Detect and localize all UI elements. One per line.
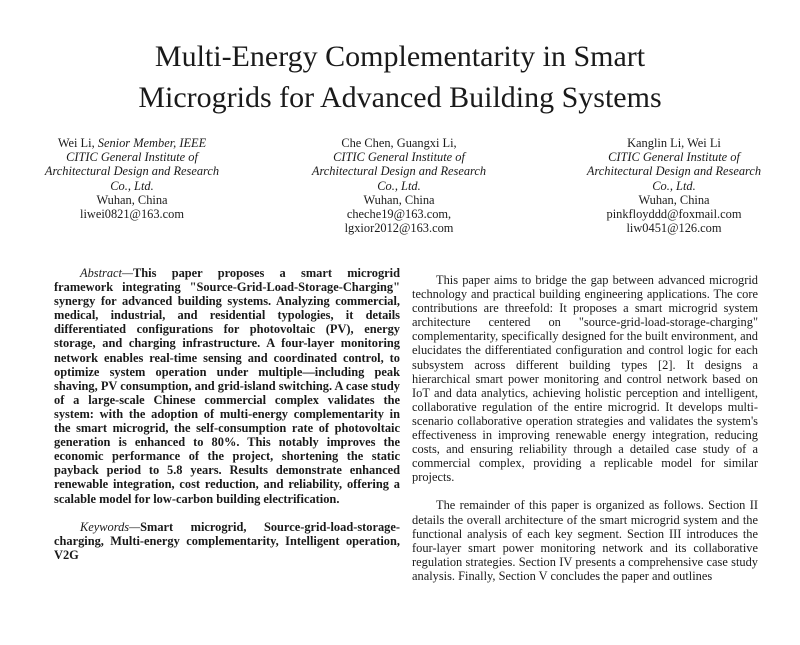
author-affiliation: Architectural Design and Research bbox=[311, 164, 487, 179]
author-affiliation: Architectural Design and Research bbox=[586, 164, 762, 179]
keywords bbox=[54, 520, 400, 562]
author-name: Wei Li, bbox=[57, 136, 95, 150]
title-line-1: Multi-Energy Complementarity in Smart bbox=[154, 40, 646, 73]
author-affiliation: Co., Ltd. bbox=[652, 178, 696, 193]
keywords-text: Smart microgrid, Source-grid-load-storage-charging, Multi-energy complementarity, Intelligent operation, V2G bbox=[54, 519, 400, 562]
right-column bbox=[412, 273, 758, 583]
author-affiliation: CITIC General Institute of bbox=[66, 150, 198, 165]
abstract-lead: Abstract— bbox=[80, 266, 134, 280]
author-email: lgxior2012@163.com bbox=[344, 221, 454, 236]
author-city: Wuhan, China bbox=[363, 192, 435, 207]
author-affiliation: Co., Ltd. bbox=[110, 178, 154, 193]
author-email: cheche19@163.com, bbox=[346, 207, 452, 222]
author-affiliation: Co., Ltd. bbox=[377, 178, 421, 193]
author-email: pinkfloyddd@foxmail.com bbox=[606, 207, 742, 222]
body-paragraph-2: The remainder of this paper is organized as follows. Section II details the overall architecture of the smart microgrid system and the functional analysis of each key segment. Section III introduces the four-layer smart power monitoring network and its collaborative regulation strategies. Section IV presents a comprehensive case study analysis. Finally, Section V concludes the paper and outlines bbox=[412, 498, 758, 583]
author-1 bbox=[17, 136, 247, 221]
author-role: Senior Member, IEEE bbox=[97, 136, 207, 150]
author-2 bbox=[284, 136, 514, 235]
abstract bbox=[54, 266, 400, 506]
keywords-lead: Keywords— bbox=[80, 519, 141, 534]
author-name: Che Chen, Guangxi Li, bbox=[341, 136, 457, 150]
body-paragraph-1: This paper aims to bridge the gap between advanced microgrid technology and practical building engineering applications. The core contributions are threefold: It proposes a smart microgrid system architecture centered on "source-grid-load-storage-charging" complementarity, specifically designed for the built environment, and elucidates the differentiated configuration and control logic for each subsystem across different building types [2]. It designs a hierarchical smart power monitoring and control network based on IoT and data analytics, achieving holistic perception and intelligent, collaborative regulation of the entire microgrid. It develops multi-scenario collaborative operation strategies and validates the system's effectiveness in improving renewable energy integration, reducing costs, and ensuring reliability through a detailed case study of a commercial complex, providing a replicable model for similar projects. bbox=[412, 273, 758, 485]
left-column bbox=[54, 266, 400, 562]
author-block bbox=[0, 136, 800, 246]
author-affiliation: Architectural Design and Research bbox=[44, 164, 220, 179]
author-email: liw0451@126.com bbox=[626, 221, 722, 236]
abstract-text: This paper proposes a smart microgrid framework integrating "Source-Grid-Load-Storage-Charging" synergy for advanced building systems. Analyzing commercial, medical, industrial, and residential typologies, it details differentiated configurations for photovoltaic (PV), energy storage, and charging infrastructure. A four-layer monitoring network enables real-time sensing and coordinated control, to optimize system operation under multiple—including peak shaving, PV consumption, and grid-island switching. A case study of a large-scale Chinese commercial complex validates the system: with the adoption of multi-energy complementarity in the smart microgrid, the self-consumption rate of photovoltaic generation is enhanced to 80%. This notably improves the economic performance of the project, shortening the static payback period to 5.8 years. Results demonstrate enhanced renewable integration, cost reduction, and reliability, offering a scalable model for low-carbon building electrification. bbox=[54, 266, 400, 506]
title-line-2: Microgrids for Advanced Building Systems bbox=[138, 81, 662, 114]
author-city: Wuhan, China bbox=[638, 192, 710, 207]
author-affiliation: CITIC General Institute of bbox=[333, 150, 465, 165]
author-affiliation: CITIC General Institute of bbox=[608, 150, 740, 165]
author-city: Wuhan, China bbox=[96, 192, 168, 207]
author-3 bbox=[559, 136, 789, 235]
author-email: liwei0821@163.com bbox=[80, 207, 184, 222]
author-name: Kanglin Li, Wei Li bbox=[627, 136, 721, 150]
paper-title bbox=[40, 36, 760, 118]
